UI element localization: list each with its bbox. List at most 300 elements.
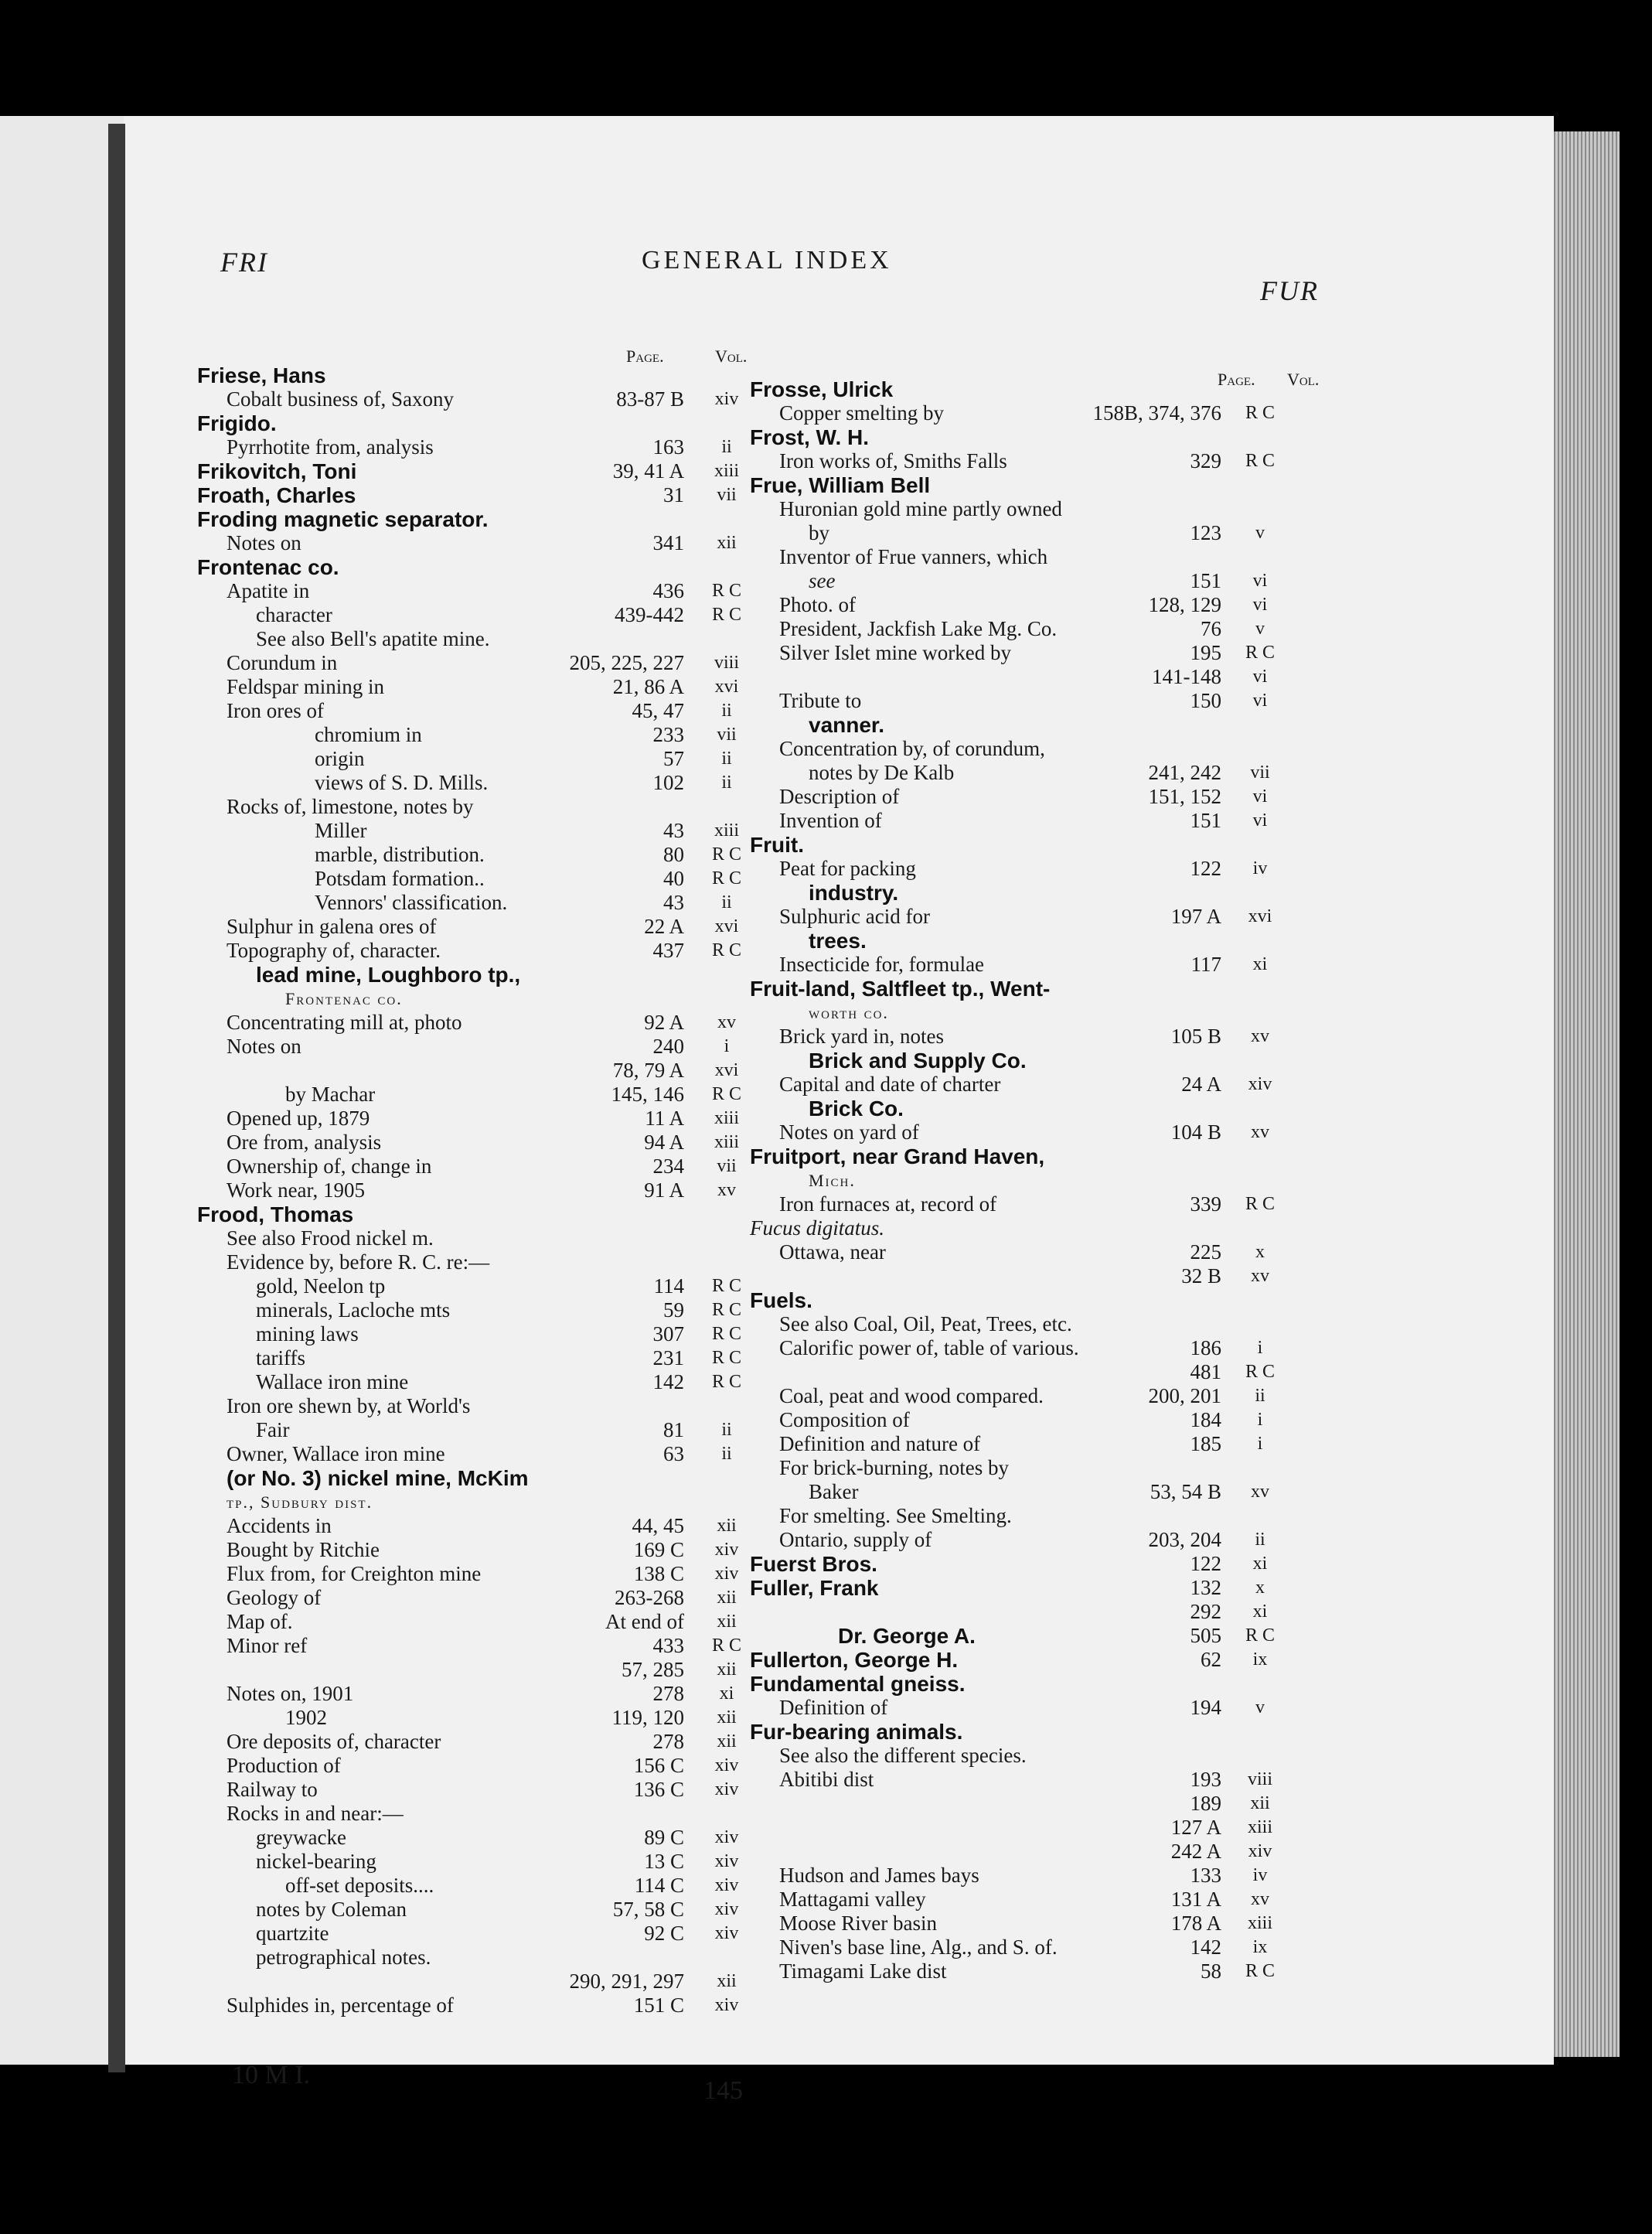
entry-volume: v xyxy=(1255,619,1265,639)
entry-text: greywacke xyxy=(256,1826,346,1849)
entry-text: petrographical notes. xyxy=(256,1946,431,1969)
entry-volume: iv xyxy=(1252,858,1268,878)
entry-page-ref: 200, 201 xyxy=(1148,1384,1221,1407)
entry-text: Apatite in xyxy=(227,579,310,602)
entry-page-ref: 433 xyxy=(652,1634,684,1657)
entry-heading: lead mine, Loughboro tp., xyxy=(256,963,521,987)
entry-volume: R C xyxy=(711,940,741,960)
index-entry xyxy=(197,1250,754,1274)
entry-page-ref: 40 xyxy=(663,867,684,890)
entry-text: Photo. of xyxy=(779,593,857,616)
entry-page-ref: 58 xyxy=(1201,1959,1221,1983)
entry-page-ref: 53, 54 B xyxy=(1150,1480,1221,1503)
index-entry xyxy=(197,795,754,819)
index-entry xyxy=(750,1432,1306,1456)
index-entry xyxy=(750,377,1306,401)
index-entry xyxy=(197,867,754,891)
entry-text: For smelting. See Smelting. xyxy=(779,1504,1012,1527)
entry-volume: ii xyxy=(721,749,732,769)
index-entry xyxy=(750,593,1306,617)
entry-volume: vii xyxy=(717,1156,737,1176)
entry-page-ref: 439-442 xyxy=(615,603,684,626)
entry-text: Accidents in xyxy=(227,1514,332,1537)
left-page-col-header: Page. xyxy=(626,346,664,366)
index-entry xyxy=(197,1682,754,1706)
entry-page-ref: 45, 47 xyxy=(632,699,684,722)
entry-page-ref: 505 xyxy=(1190,1624,1221,1647)
entry-page-ref: 21, 86 A xyxy=(612,675,684,698)
index-entry xyxy=(750,1672,1306,1696)
entry-page-ref: 11 A xyxy=(645,1107,684,1130)
entry-text: Concentrating mill at, photo xyxy=(227,1011,462,1034)
index-entry xyxy=(750,1144,1306,1168)
entry-volume: xii xyxy=(717,1516,737,1536)
index-entry xyxy=(197,1898,754,1922)
index-entry xyxy=(197,363,754,387)
index-entry xyxy=(750,1576,1306,1600)
index-entry xyxy=(197,891,754,915)
page-number: 145 xyxy=(703,2076,743,2105)
entry-page-ref: 43 xyxy=(663,819,684,842)
entry-text: Moose River basin xyxy=(779,1912,937,1935)
index-entry xyxy=(750,1025,1306,1049)
entry-text: Capital and date of charter xyxy=(779,1073,1001,1096)
right-vol-col-header: Vol. xyxy=(1287,370,1320,389)
index-entry xyxy=(197,843,754,867)
entry-text: Description of xyxy=(779,785,900,808)
entry-text: Cobalt business of, Saxony xyxy=(227,387,454,411)
entry-heading: Froding magnetic separator. xyxy=(197,507,489,531)
index-entry xyxy=(197,651,754,675)
signature-mark: 10 M I. xyxy=(232,2061,311,2089)
index-entry xyxy=(197,1346,754,1370)
entry-text: Huronian gold mine partly owned xyxy=(779,497,1062,520)
entry-heading: Fruit-land, Saltfleet tp., Went- xyxy=(750,977,1051,1001)
entry-page-ref: 242 A xyxy=(1170,1840,1221,1863)
index-entry xyxy=(750,1600,1306,1624)
entry-volume: R C xyxy=(711,1324,741,1344)
index-entry xyxy=(197,1850,754,1874)
right-page-col-header: Page. xyxy=(1218,370,1255,389)
entry-heading: Frontenac co. xyxy=(197,555,339,579)
entry-volume: vi xyxy=(1252,810,1268,831)
entry-heading: Frosse, Ulrick xyxy=(750,377,894,401)
entry-volume: R C xyxy=(711,1635,741,1656)
entry-page-ref: 78, 79 A xyxy=(612,1059,684,1082)
entry-text: Ontario, supply of xyxy=(779,1528,932,1551)
entry-text: See also the different species. xyxy=(779,1744,1027,1767)
entry-text: Mattagami valley xyxy=(779,1888,926,1911)
index-entry xyxy=(197,459,754,483)
entry-heading: Brick Co. xyxy=(809,1097,904,1120)
index-entry xyxy=(750,1216,1306,1240)
entry-volume: R C xyxy=(1245,643,1275,663)
index-entry xyxy=(197,603,754,627)
entry-page-ref: 151 xyxy=(1190,809,1221,832)
index-entry xyxy=(750,1552,1306,1576)
entry-volume: xiv xyxy=(714,1851,739,1871)
entry-volume: xiv xyxy=(714,1995,739,2015)
entry-volume: xiv xyxy=(714,1540,739,1560)
entry-page-ref: 114 xyxy=(653,1274,684,1298)
entry-heading: Frost, W. H. xyxy=(750,425,869,449)
entry-volume: iv xyxy=(1252,1865,1268,1885)
index-entry xyxy=(750,1768,1306,1792)
entry-text: See also Coal, Oil, Peat, Trees, etc. xyxy=(779,1312,1072,1335)
entry-text: nickel-bearing xyxy=(256,1850,376,1873)
index-entry xyxy=(750,449,1306,473)
entry-text: views of S. D. Mills. xyxy=(315,771,489,794)
index-entry xyxy=(750,1336,1306,1360)
page-block-edge xyxy=(1554,131,1620,2057)
entry-text: Ottawa, near xyxy=(779,1240,886,1264)
entry-page-ref: 329 xyxy=(1190,449,1221,472)
index-entry xyxy=(750,473,1306,497)
index-entry xyxy=(197,1514,754,1538)
index-entry xyxy=(197,435,754,459)
entry-text: character xyxy=(256,603,332,626)
entry-volume: i xyxy=(1257,1410,1263,1430)
entry-page-ref: 225 xyxy=(1190,1240,1221,1264)
entry-page-ref: 205, 225, 227 xyxy=(569,651,684,674)
entry-volume: i xyxy=(724,1036,730,1056)
entry-page-ref: 81 xyxy=(663,1418,684,1441)
entry-volume: R C xyxy=(711,581,741,601)
index-entry xyxy=(750,1744,1306,1768)
entry-text: See also Frood nickel m. xyxy=(227,1226,434,1250)
entry-text: gold, Neelon tp xyxy=(256,1274,386,1298)
entry-page-ref: 128, 129 xyxy=(1148,593,1221,616)
entry-volume: xii xyxy=(717,1659,737,1680)
index-entry xyxy=(197,1011,754,1035)
entry-volume: xiii xyxy=(714,1132,739,1152)
index-entry xyxy=(197,1778,754,1802)
index-entry xyxy=(750,833,1306,857)
entry-page-ref: 133 xyxy=(1190,1864,1221,1887)
entry-page-ref: 231 xyxy=(652,1346,684,1369)
entry-volume: xi xyxy=(1252,1554,1268,1574)
entry-page-ref: 178 A xyxy=(1170,1912,1221,1935)
entry-volume: R C xyxy=(711,868,741,888)
index-entry xyxy=(750,881,1306,905)
entry-text: tariffs xyxy=(256,1346,305,1369)
entry-volume: xv xyxy=(1251,1026,1269,1046)
running-head-center: GENERAL INDEX xyxy=(642,246,892,275)
entry-heading: Fuels. xyxy=(750,1288,812,1312)
entry-heading: Fullerton, George H. xyxy=(750,1648,959,1672)
entry-text: Pyrrhotite from, analysis xyxy=(227,435,434,459)
entry-heading: Frood, Thomas xyxy=(197,1202,354,1226)
entry-text: Hudson and James bays xyxy=(779,1864,979,1887)
entry-volume: vi xyxy=(1252,571,1268,591)
entry-page-ref: 292 xyxy=(1190,1600,1221,1623)
entry-text: Peat for packing xyxy=(779,857,916,880)
entry-text: See also Bell's apatite mine. xyxy=(256,627,490,650)
entry-text: Baker xyxy=(809,1480,859,1503)
index-entry xyxy=(750,953,1306,977)
entry-volume: ii xyxy=(721,892,732,912)
facing-page-edge xyxy=(0,116,124,2065)
index-entry xyxy=(197,987,754,1011)
index-entry xyxy=(197,1370,754,1394)
index-entry xyxy=(197,1706,754,1730)
entry-page-ref: 83-87 B xyxy=(616,387,684,411)
entry-text: Minor ref xyxy=(227,1634,308,1657)
entry-page-ref: 233 xyxy=(652,723,684,746)
entry-volume: xii xyxy=(1250,1793,1270,1813)
entry-text: Notes on xyxy=(227,1035,301,1058)
entry-heading: Fruit. xyxy=(750,833,804,857)
index-entry xyxy=(197,1538,754,1562)
index-entry xyxy=(197,1946,754,1970)
entry-volume: R C xyxy=(1245,403,1275,423)
entry-heading: Froath, Charles xyxy=(197,483,356,507)
entry-volume: R C xyxy=(711,1372,741,1392)
entry-volume: xiv xyxy=(714,1923,739,1943)
index-entry xyxy=(197,555,754,579)
entry-volume: ii xyxy=(721,437,732,457)
entry-text: Railway to xyxy=(227,1778,318,1801)
entry-text: Fucus digitatus. xyxy=(750,1216,884,1240)
entry-volume: ii xyxy=(721,1444,732,1464)
index-entry xyxy=(750,1888,1306,1912)
entry-volume: R C xyxy=(711,844,741,865)
entry-text: Inventor of Frue vanners, which xyxy=(779,545,1048,568)
entry-heading: Dr. George A. xyxy=(838,1624,976,1648)
entry-page-ref: 59 xyxy=(663,1298,684,1322)
index-entry xyxy=(750,1168,1306,1192)
index-entry xyxy=(197,1874,754,1898)
index-entry xyxy=(197,627,754,651)
entry-volume: xv xyxy=(1251,1122,1269,1142)
entry-text: Miller xyxy=(315,819,367,842)
entry-page-ref: 169 C xyxy=(633,1538,684,1561)
index-entry xyxy=(197,411,754,435)
entry-volume: xii xyxy=(717,533,737,553)
entry-page-ref: 339 xyxy=(1190,1192,1221,1216)
entry-volume: vi xyxy=(1252,667,1268,687)
entry-heading: Fruitport, near Grand Haven, xyxy=(750,1144,1045,1168)
entry-text: minerals, Lacloche mts xyxy=(256,1298,451,1322)
entry-volume: xiv xyxy=(714,1755,739,1775)
entry-text: Frontenac co. xyxy=(285,989,403,1008)
entry-text: Sulphur in galena ores of xyxy=(227,915,437,938)
entry-page-ref: 156 C xyxy=(633,1754,684,1777)
index-entry xyxy=(750,1240,1306,1264)
entry-page-ref: 91 A xyxy=(644,1178,684,1202)
index-entry xyxy=(750,425,1306,449)
index-entry xyxy=(750,641,1306,665)
entry-page-ref: 150 xyxy=(1190,689,1221,712)
index-entry xyxy=(197,1562,754,1586)
index-entry xyxy=(197,387,754,411)
entry-volume: vii xyxy=(1250,762,1270,783)
entry-page-ref: 57, 285 xyxy=(622,1658,684,1681)
index-entry xyxy=(750,521,1306,545)
index-entry xyxy=(750,1097,1306,1120)
entry-volume: xiv xyxy=(714,1827,739,1847)
index-entry xyxy=(197,675,754,699)
index-entry xyxy=(750,689,1306,713)
running-head-right: FUR xyxy=(1260,275,1319,306)
index-entry xyxy=(197,1466,754,1490)
entry-text: Sulphuric acid for xyxy=(779,905,930,928)
entry-text: Tribute to xyxy=(779,689,862,712)
entry-volume: vi xyxy=(1252,595,1268,615)
right-index-column xyxy=(750,377,1306,1983)
entry-text: marble, distribution. xyxy=(315,843,485,866)
index-entry xyxy=(197,1970,754,1994)
entry-page-ref: 136 C xyxy=(633,1778,684,1801)
entry-text: President, Jackfish Lake Mg. Co. xyxy=(779,617,1058,640)
index-entry xyxy=(197,819,754,843)
index-entry xyxy=(750,1456,1306,1480)
index-entry xyxy=(750,401,1306,425)
entry-volume: xvi xyxy=(714,1060,739,1080)
index-entry xyxy=(750,1480,1306,1504)
entry-text: by Machar xyxy=(285,1083,376,1106)
entry-volume: ii xyxy=(721,701,732,721)
entry-text: Topography of, character. xyxy=(227,939,441,962)
entry-text: worth co. xyxy=(809,1003,889,1022)
entry-volume: xii xyxy=(717,1707,737,1728)
index-entry xyxy=(750,929,1306,953)
entry-volume: vii xyxy=(717,725,737,745)
entry-page-ref: 57 xyxy=(663,747,684,770)
index-entry xyxy=(197,771,754,795)
entry-page-ref: 141-148 xyxy=(1152,665,1221,688)
entry-page-ref: 193 xyxy=(1190,1768,1221,1791)
entry-text: Wallace iron mine xyxy=(256,1370,409,1393)
entry-page-ref: 142 xyxy=(1190,1936,1221,1959)
entry-page-ref: 163 xyxy=(652,435,684,459)
index-entry xyxy=(197,1107,754,1131)
index-entry xyxy=(197,1226,754,1250)
entry-page-ref: 186 xyxy=(1190,1336,1221,1359)
entry-text: Iron works of, Smiths Falls xyxy=(779,449,1007,472)
index-entry xyxy=(750,1049,1306,1073)
entry-text: Rocks of, limestone, notes by xyxy=(227,795,474,818)
entry-page-ref: 76 xyxy=(1201,617,1221,640)
index-entry xyxy=(750,1936,1306,1959)
index-entry xyxy=(197,1322,754,1346)
entry-page-ref: 138 C xyxy=(633,1562,684,1585)
entry-text: Notes on, 1901 xyxy=(227,1682,354,1705)
entry-page-ref: 80 xyxy=(663,843,684,866)
entry-heading: vanner. xyxy=(809,713,885,737)
entry-page-ref: 22 A xyxy=(644,915,684,938)
index-entry xyxy=(197,1178,754,1202)
index-entry xyxy=(750,785,1306,809)
entry-volume: R C xyxy=(1245,1362,1275,1382)
index-entry xyxy=(197,939,754,963)
index-entry xyxy=(197,1298,754,1322)
index-entry xyxy=(197,1994,754,2017)
index-entry xyxy=(750,1912,1306,1936)
entry-text: Opened up, 1879 xyxy=(227,1107,370,1130)
entry-page-ref: 62 xyxy=(1201,1648,1221,1671)
entry-volume: xiii xyxy=(714,820,739,841)
index-entry xyxy=(750,1120,1306,1144)
entry-page-ref: 194 xyxy=(1190,1696,1221,1719)
entry-volume: xv xyxy=(1251,1482,1269,1502)
index-entry xyxy=(197,1922,754,1946)
index-entry xyxy=(197,1658,754,1682)
entry-page-ref: 122 xyxy=(1190,1552,1221,1575)
entry-page-ref: 119, 120 xyxy=(611,1706,684,1729)
entry-page-ref: 151 C xyxy=(633,1994,684,2017)
entry-text: Mich. xyxy=(809,1171,856,1190)
entry-page-ref: 278 xyxy=(652,1730,684,1753)
entry-text: chromium in xyxy=(315,723,422,746)
entry-text: Bought by Ritchie xyxy=(227,1538,380,1561)
index-entry xyxy=(750,977,1306,1001)
entry-volume: xii xyxy=(717,1588,737,1608)
entry-text: Coal, peat and wood compared. xyxy=(779,1384,1044,1407)
entry-page-ref: 43 xyxy=(663,891,684,914)
entry-text: Ore from, analysis xyxy=(227,1131,382,1154)
entry-page-ref: 89 C xyxy=(644,1826,684,1849)
entry-page-ref: 123 xyxy=(1190,521,1221,544)
entry-page-ref: 117 xyxy=(1190,953,1221,976)
entry-page-ref: 132 xyxy=(1190,1576,1221,1599)
entry-page-ref: 307 xyxy=(652,1322,684,1346)
entry-page-ref: 31 xyxy=(663,483,684,506)
entry-heading: trees. xyxy=(809,929,867,953)
index-entry xyxy=(197,1131,754,1155)
entry-text: Ownership of, change in xyxy=(227,1155,432,1178)
entry-volume: viii xyxy=(714,653,739,673)
index-entry xyxy=(750,809,1306,833)
entry-page-ref: 185 xyxy=(1190,1432,1221,1455)
index-entry xyxy=(197,1035,754,1059)
entry-volume: R C xyxy=(711,605,741,625)
entry-volume: xiii xyxy=(714,1108,739,1128)
entry-volume: R C xyxy=(711,1348,741,1368)
index-entry xyxy=(750,1312,1306,1336)
entry-page-ref: 195 xyxy=(1190,641,1221,664)
index-entry xyxy=(197,963,754,987)
entry-page-ref: At end of xyxy=(605,1610,684,1633)
entry-page-ref: 102 xyxy=(652,771,684,794)
index-entry xyxy=(750,1192,1306,1216)
entry-volume: R C xyxy=(1245,1961,1275,1981)
entry-volume: ii xyxy=(1255,1530,1265,1550)
entry-volume: vii xyxy=(717,485,737,505)
entry-text: notes by Coleman xyxy=(256,1898,407,1921)
index-entry xyxy=(197,915,754,939)
entry-page-ref: 104 B xyxy=(1170,1120,1221,1144)
entry-page-ref: 197 A xyxy=(1170,905,1221,928)
index-entry xyxy=(750,905,1306,929)
entry-volume: xiii xyxy=(714,461,739,481)
entry-text: see xyxy=(809,569,836,592)
entry-volume: vi xyxy=(1252,691,1268,711)
entry-page-ref: 127 A xyxy=(1170,1816,1221,1839)
entry-text: Abitibi dist xyxy=(779,1768,874,1791)
index-entry xyxy=(197,1826,754,1850)
entry-page-ref: 278 xyxy=(652,1682,684,1705)
entry-heading: industry. xyxy=(809,881,899,905)
left-vol-col-header: Vol. xyxy=(715,346,748,366)
entry-text: off-set deposits.... xyxy=(285,1874,434,1897)
index-entry xyxy=(197,1634,754,1658)
entry-text: Fair xyxy=(256,1418,290,1441)
index-entry xyxy=(750,1864,1306,1888)
entry-text: 1902 xyxy=(285,1706,327,1729)
index-entry xyxy=(750,1959,1306,1983)
entry-text: Iron furnaces at, record of xyxy=(779,1192,997,1216)
